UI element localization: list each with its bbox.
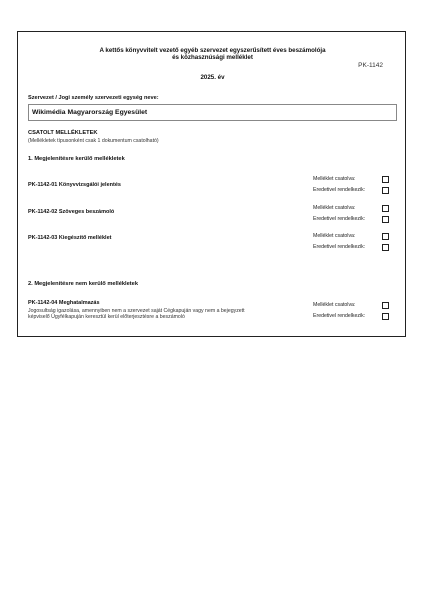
item-pk-1142-01: PK-1142-01 Könyvvizsgálói jelentés bbox=[28, 182, 121, 188]
original-label: Eredetivel rendelkezik: bbox=[313, 313, 366, 319]
original-checkbox-02[interactable] bbox=[382, 216, 389, 223]
form-title-line2: és közhasznúsági melléklet bbox=[172, 54, 253, 61]
original-label: Eredetivel rendelkezik: bbox=[313, 244, 366, 250]
original-checkbox-04[interactable] bbox=[382, 313, 389, 320]
form-code: PK-1142 bbox=[358, 62, 383, 69]
attached-checkbox-03[interactable] bbox=[382, 233, 389, 240]
item-pk-1142-02: PK-1142-02 Szöveges beszámoló bbox=[28, 209, 115, 215]
organization-field[interactable] bbox=[28, 104, 397, 121]
attached-label: Melléklet csatolva: bbox=[313, 176, 356, 182]
original-label: Eredetivel rendelkezik: bbox=[313, 187, 366, 193]
original-checkbox-03[interactable] bbox=[382, 244, 389, 251]
original-label: Eredetivel rendelkezik: bbox=[313, 216, 366, 222]
original-checkbox-01[interactable] bbox=[382, 187, 389, 194]
organization-label: Szervezet / Jogi személy szervezeti egység neve: bbox=[28, 95, 159, 101]
item-pk-1142-03: PK-1142-03 Kiegészítő melléklet bbox=[28, 235, 112, 241]
attached-label: Melléklet csatolva: bbox=[313, 233, 356, 239]
attached-label: Melléklet csatolva: bbox=[313, 302, 356, 308]
item-pk-1142-04: PK-1142-04 Meghatalmazás bbox=[28, 300, 100, 306]
attachments-note: (Mellékletek típusonként csak 1 dokumentum csatolható) bbox=[28, 138, 159, 144]
attached-checkbox-02[interactable] bbox=[382, 205, 389, 212]
section2-heading: 2. Megjelenítésre nem kerülő mellékletek bbox=[28, 281, 139, 287]
item-pk-1142-04-description: Jogosultság igazolása, amennyiben nem a szervezet saját Cégkapuján vagy nem a bejegyzett képviselő Ügyfélkapuján keresztül kerül előterjesztésre a beszámoló bbox=[28, 308, 245, 320]
form-year: 2025. év bbox=[200, 74, 225, 81]
section1-heading: 1. Megjelenítésre kerülő mellékletek bbox=[28, 156, 125, 162]
attachments-heading: CSATOLT MELLÉKLETEK bbox=[28, 130, 98, 136]
form-title-line1: A kettős könyvvitelt vezető egyéb szervezet egyszerűsített éves beszámolója bbox=[99, 47, 326, 54]
attached-label: Melléklet csatolva: bbox=[313, 205, 356, 211]
attached-checkbox-04[interactable] bbox=[382, 302, 389, 309]
organization-value: Wikimédia Magyarország Egyesület bbox=[32, 109, 148, 116]
form-frame bbox=[17, 31, 406, 337]
attached-checkbox-01[interactable] bbox=[382, 176, 389, 183]
